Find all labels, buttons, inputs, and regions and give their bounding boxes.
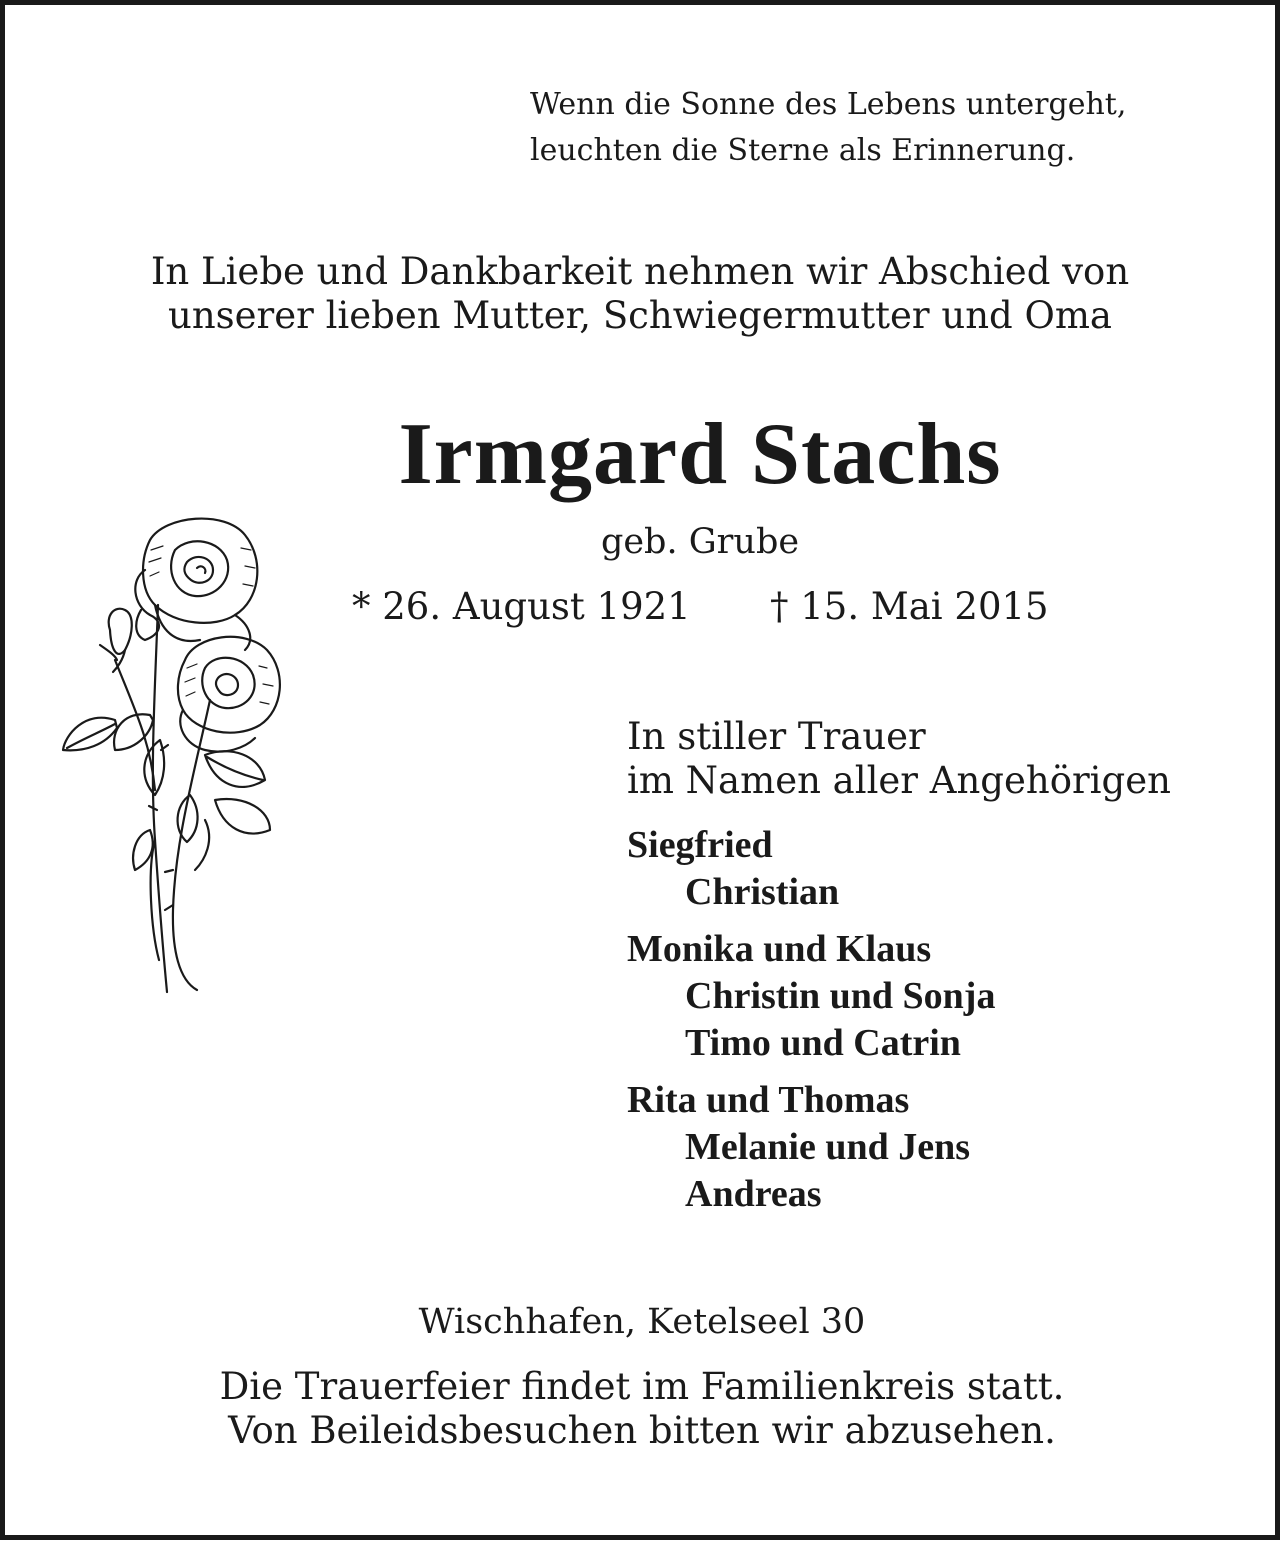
intro-line-2: unserer lieben Mutter, Schwiegermutter und Oma — [168, 294, 1112, 337]
mourning-text — [627, 715, 1171, 803]
family-group — [627, 926, 995, 1067]
intro-text — [0, 250, 1280, 338]
family-group — [627, 1077, 995, 1218]
family-child: Christian — [685, 871, 840, 913]
family-list — [627, 822, 995, 1228]
intro-line-1: In Liebe und Dankbarkeit nehmen wir Abschied von — [150, 250, 1130, 293]
family-head: Siegfried — [627, 824, 773, 866]
family-child: Melanie und Jens — [685, 1126, 971, 1168]
family-child: Timo und Catrin — [685, 1022, 961, 1064]
closing-line-1: Die Trauerfeier findet im Familienkreis statt. — [219, 1365, 1065, 1408]
address: Wischhafen, Ketelseel 30 — [418, 1302, 866, 1342]
motto-quote — [530, 82, 1126, 174]
closing-line-2: Von Beileidsbesuchen bitten wir abzusehen. — [228, 1409, 1056, 1452]
family-child: Andreas — [685, 1173, 822, 1215]
birth-date: * 26. August 1921 — [352, 585, 691, 628]
rose-icon — [55, 510, 305, 1000]
family-head: Monika und Klaus — [627, 928, 932, 970]
motto-line-1: Wenn die Sonne des Lebens untergeht, — [530, 87, 1127, 122]
family-child: Christin und Sonja — [685, 975, 996, 1017]
deceased-name: Irmgard Stachs — [398, 406, 1002, 503]
family-head: Rita und Thomas — [627, 1079, 910, 1121]
death-date: † 15. Mai 2015 — [770, 585, 1049, 628]
motto-line-2: leuchten die Sterne als Erinnerung. — [530, 133, 1076, 168]
family-group — [627, 822, 995, 916]
closing-note — [0, 1365, 1280, 1453]
mourning-line-2: im Namen aller Angehörigen — [627, 759, 1171, 802]
maiden-name: geb. Grube — [600, 522, 800, 562]
mourning-line-1: In stiller Trauer — [627, 715, 926, 758]
